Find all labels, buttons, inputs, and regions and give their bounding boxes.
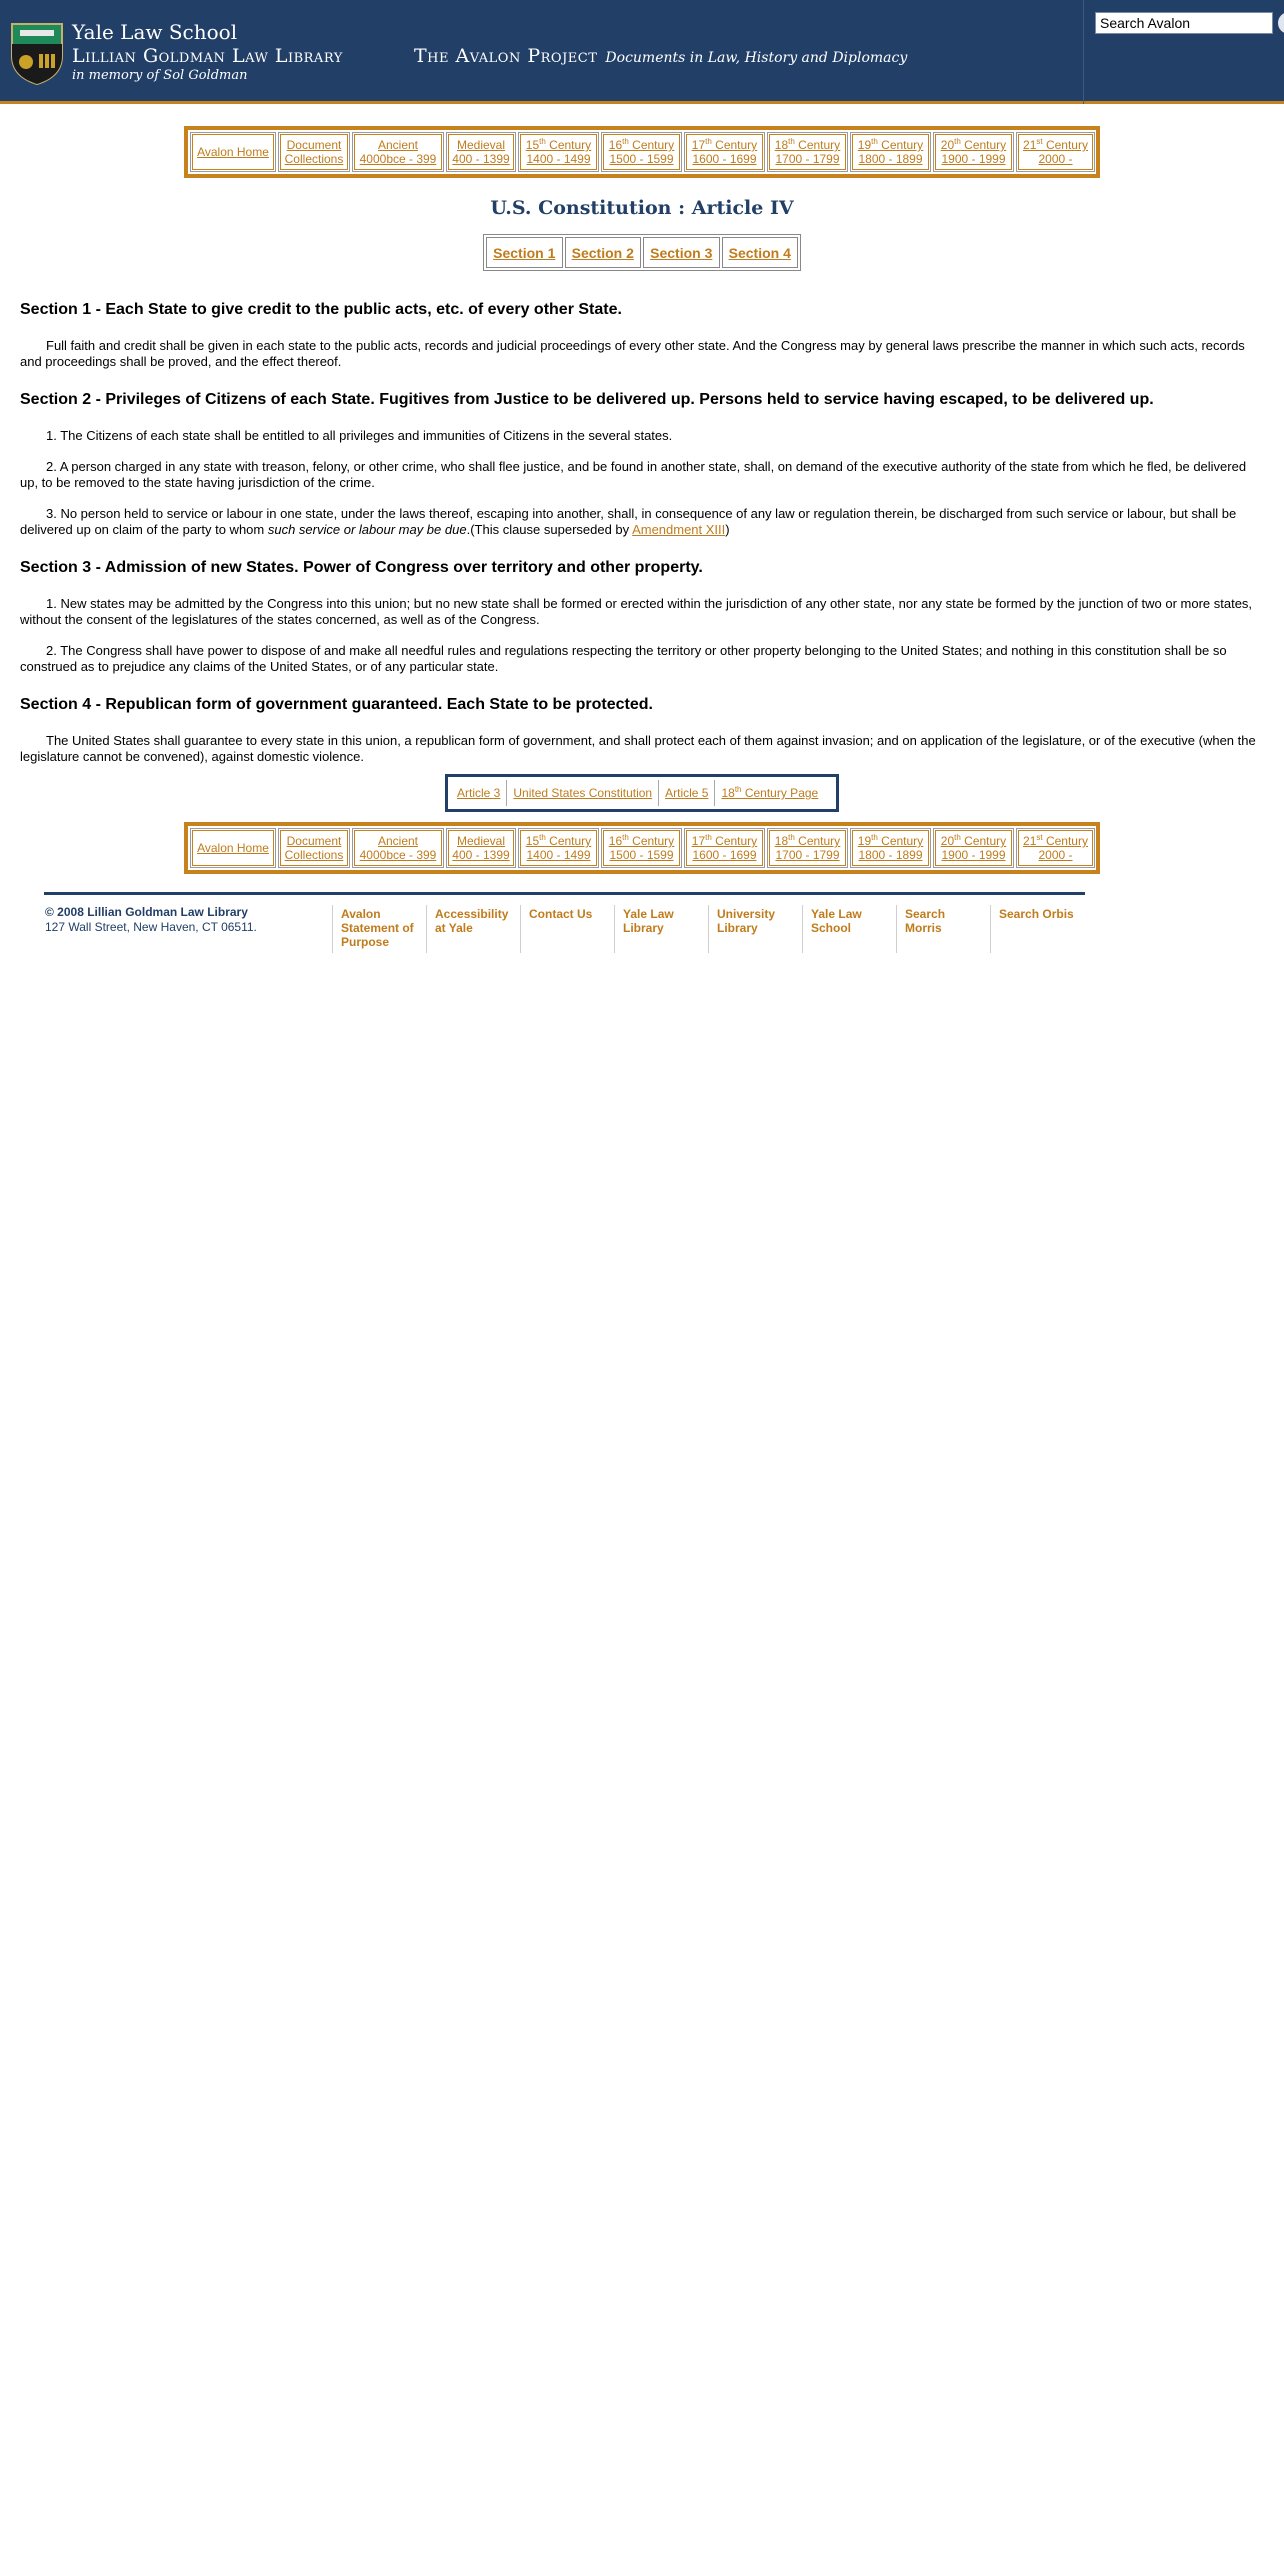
nav-ancient[interactable]: Ancient 4000bce - 399 [352,828,444,868]
nav-avalon-home[interactable]: Avalon Home [190,828,276,868]
nav-ancient[interactable]: Ancient 4000bce - 399 [352,132,444,172]
nav-21st-century[interactable]: 21st Century 2000 - [1016,132,1095,172]
library-name: Lillian Goldman Law Library [72,45,343,67]
prev-article-link[interactable]: Article 3 [451,780,507,806]
nav-16th-century[interactable]: 16th Century 1500 - 1599 [601,828,682,868]
article-nav [445,774,839,812]
section-4-link[interactable]: Section 4 [722,237,799,268]
section-3-heading: Section 3 - Admission of new States. Power of Congress over territory and other property. [20,559,703,576]
section-2-clause-3: 3. No person held to service or labour in one state, under the laws thereof, escaping into another, shall, in consequence of any law or regulation therein, be discharged from such service or labour, but shall be delivered up on claim of the party to whom such service or labour may be due.(This clause superseded by Amendment XIII) [20,506,1237,537]
project-name: The Avalon Project [414,45,598,67]
next-article-link[interactable]: Article 5 [659,780,715,806]
century-nav-top [184,126,1100,178]
nav-document-collections[interactable]: Document Collections [278,132,350,172]
section-2-clause-1: 1. The Citizens of each state shall be entitled to all privileges and immunities of Citizens in the several states. [46,428,673,443]
nav-17th-century[interactable]: 17th Century 1600 - 1699 [684,132,765,172]
footer-link-search-morris[interactable]: Search Morris [896,905,990,953]
footer-copyright [45,905,257,935]
nav-15th-century[interactable]: 15th Century 1400 - 1499 [518,828,599,868]
footer-link-university-library[interactable]: University Library [708,905,802,953]
project-title[interactable] [414,44,907,70]
footer-link-yale-law-school[interactable]: Yale Law School [802,905,896,953]
section-3-link[interactable]: Section 3 [643,237,720,268]
nav-20th-century[interactable]: 20th Century 1900 - 1999 [933,132,1014,172]
project-subtitle: Documents in Law, History and Diplomacy [605,50,908,66]
section-4-text: The United States shall guarantee to every state in this union, a republican form of government, and shall protect each of them against invasion; and on application of the legislature, or of the executive (when the legislature cannot be convened), against domestic violence. [20,733,1256,764]
nav-21st-century[interactable]: 21st Century 2000 - [1016,828,1095,868]
nav-16th-century[interactable]: 16th Century 1500 - 1599 [601,132,682,172]
footer-links [332,905,1084,953]
footer-link-contact[interactable]: Contact Us [520,905,614,953]
century-page-link[interactable]: 18th Century Page [721,785,819,800]
nav-medieval[interactable]: Medieval 400 - 1399 [446,828,516,868]
search-area [1083,0,1284,104]
address-text: 127 Wall Street, New Haven, CT 06511. [45,920,257,934]
constitution-home-link[interactable]: United States Constitution [507,780,659,806]
section-3-clause-1: 1. New states may be admitted by the Congress into this union; but no new state shall be formed or erected within the jurisdiction of any other state, nor any state be formed by the junction of two or more states, without the consent of the legislatures of the states concerned, as well as of the Congress. [20,596,1253,627]
nav-avalon-home[interactable]: Avalon Home [190,132,276,172]
section-2-link[interactable]: Section 2 [565,237,642,268]
page-title: U.S. Constitution : Article IV [490,197,794,219]
nav-17th-century[interactable]: 17th Century 1600 - 1699 [684,828,765,868]
section-2-heading: Section 2 - Privileges of Citizens of each State. Fugitives from Justice to be delivered up. Persons held to service having escaped, to be delivered up. [20,391,1154,408]
section-2-clause-2: 2. A person charged in any state with treason, felony, or other crime, who shall flee justice, and be found in another state, shall, on demand of the executive authority of the state from which he fled, be delivered up, to be removed to the state having jurisdiction of the crime. [20,459,1247,490]
footer-link-yale-law-library[interactable]: Yale Law Library [614,905,708,953]
nav-medieval[interactable]: Medieval 400 - 1399 [446,132,516,172]
school-name: Yale Law School [72,20,238,44]
nav-18th-century[interactable]: 18th Century 1700 - 1799 [767,132,848,172]
nav-document-collections[interactable]: Document Collections [278,828,350,868]
nav-18th-century[interactable]: 18th Century 1700 - 1799 [767,828,848,868]
section-1-heading: Section 1 - Each State to give credit to the public acts, etc. of every other State. [20,301,622,318]
footer-divider [44,892,1085,895]
site-header [0,0,1284,104]
section-1-link[interactable]: Section 1 [486,237,563,268]
nav-19th-century[interactable]: 19th Century 1800 - 1899 [850,132,931,172]
yale-crest-icon[interactable] [10,22,64,86]
search-input[interactable] [1095,12,1273,34]
footer-link-accessibility[interactable]: Accessibility at Yale [426,905,520,953]
nav-20th-century[interactable]: 20th Century 1900 - 1999 [933,828,1014,868]
section-4-heading: Section 4 - Republican form of government guaranteed. Each State to be protected. [20,696,653,713]
article-content [20,300,1264,780]
nav-19th-century[interactable]: 19th Century 1800 - 1899 [850,828,931,868]
footer-link-statement[interactable]: Avalon Statement of Purpose [332,905,426,953]
amendment-xiii-link[interactable]: Amendment XIII [632,522,726,537]
century-nav-bottom [184,822,1100,874]
section-nav [483,234,801,271]
search-go-icon[interactable] [1278,12,1284,34]
copyright-text: © 2008 Lillian Goldman Law Library [45,905,248,919]
section-3-clause-2: 2. The Congress shall have power to dispose of and make all needful rules and regulations respecting the territory or other property belonging to the United States; and nothing in this constitution shall be so construed as to prejudice any claims of the United States, or of any particular state. [20,643,1227,674]
nav-15th-century[interactable]: 15th Century 1400 - 1499 [518,132,599,172]
section-1-text: Full faith and credit shall be given in each state to the public acts, records and judicial proceedings of every other state. And the Congress may by general laws prescribe the manner in which such acts, records and proceedings shall be proved, and the effect thereof. [20,338,1245,369]
footer-link-search-orbis[interactable]: Search Orbis [990,905,1084,953]
memorial-text: in memory of Sol Goldman [72,68,248,83]
